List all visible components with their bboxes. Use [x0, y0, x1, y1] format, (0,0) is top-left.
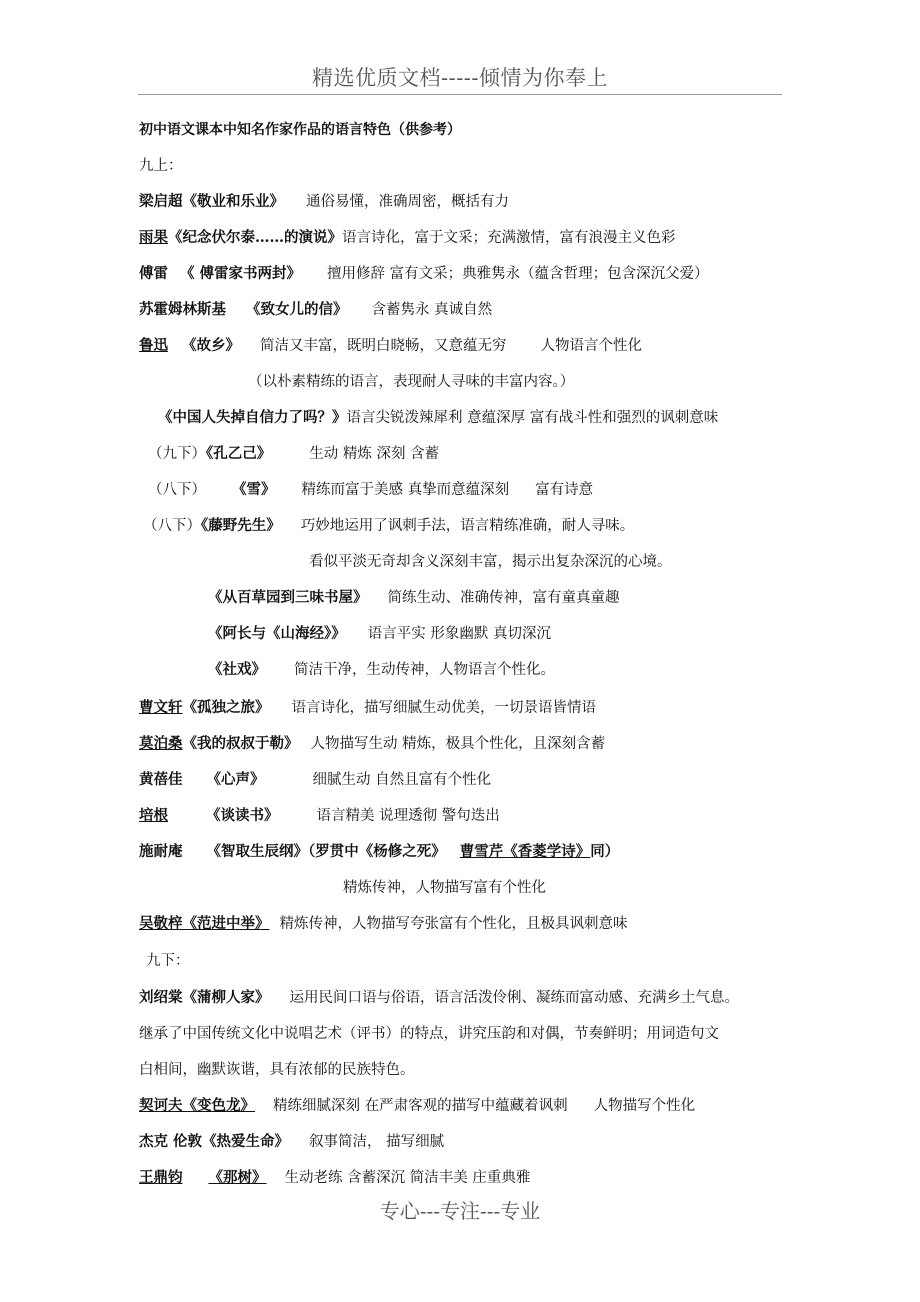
description: 生动 精炼 深刻 含蓄 — [309, 446, 440, 462]
entry-line — [139, 1096, 695, 1116]
entry-line — [139, 806, 500, 826]
work-title: 《我的叔叔于勒》 — [182, 735, 299, 752]
entry-line: 精炼传神，人物描写富有个性化 — [343, 880, 546, 896]
entry-line — [139, 988, 739, 1008]
work-title: 《社戏》 — [208, 661, 266, 678]
entry-line: （以朴素精练的语言，表现耐人寻味的丰富内容。） — [248, 374, 575, 390]
entry-line — [139, 1132, 444, 1152]
author: 苏霍姆林斯基 — [139, 301, 226, 318]
description: 擅用修辞 富有文采；典雅隽永（蕴含哲理；包含深沉父爱） — [327, 266, 709, 282]
entry-line: 继承了中国传统文化中说唱艺术（评书）的特点，讲究压韵和对偶，节奏鲜明；用词造句文 — [139, 1026, 719, 1042]
entry-line — [208, 588, 620, 608]
author: 曹文轩 — [139, 699, 183, 716]
entry-line — [139, 914, 628, 934]
entry-line — [139, 192, 509, 212]
description-extra: 人物描写个性化 — [593, 1098, 696, 1114]
work-title: 《孔乙己》 — [206, 445, 272, 462]
grade-label: （八下） — [143, 518, 201, 534]
work-title: 《从百草园到三味书屋》 — [208, 589, 368, 606]
description: 语言精美 说理透彻 警句迭出 — [316, 808, 500, 824]
work-title: 《敬业和乐业》 — [182, 193, 284, 210]
work-title: 《智取生辰纲》（罗贯中《杨修之死》 — [206, 843, 446, 860]
description: 精练细腻深刻 在严肃客观的描写中蕴藏着讽刺 — [273, 1098, 568, 1114]
grade-label: （九下） — [148, 446, 206, 462]
work-title-tail: 同） — [590, 843, 620, 860]
work-title: 《变色龙》 — [182, 1097, 255, 1114]
description: 简洁又丰富，既明白晓畅，又意蕴无穷 — [260, 338, 507, 354]
author: 傅雷 — [139, 265, 168, 282]
entry-line — [139, 228, 676, 248]
author: 施耐庵 — [139, 843, 183, 860]
work-title: 《中国人失掉自信力了吗？》 — [158, 409, 347, 426]
author: 吴敬梓 — [139, 915, 183, 932]
work-title-extra: 曹雪芹《香菱学诗》 — [459, 843, 591, 860]
page-footer: 专心---专注---专业 — [379, 1199, 541, 1223]
entry-line — [148, 480, 593, 500]
work-title: 《范进中举》 — [182, 915, 270, 932]
work-title: 《阿长与《山海经》》 — [208, 625, 346, 642]
author: 莫泊桑 — [139, 735, 183, 752]
entry-line — [158, 408, 718, 428]
author: 契诃夫 — [139, 1097, 183, 1114]
grade-label: （八下） — [148, 482, 206, 498]
work-title: 《 傅雷家书两封》 — [180, 265, 302, 282]
description: 叙事简洁， 描写细腻 — [309, 1134, 445, 1150]
description: 细腻生动 自然且富有个性化 — [312, 772, 492, 788]
document-title: 初中语文课本中知名作家作品的语言特色（供参考） — [139, 122, 461, 138]
work-title: 《谈读书》 — [206, 807, 279, 824]
work-title: 《热爱生命》 — [202, 1133, 290, 1150]
author: 刘绍棠 — [139, 989, 183, 1006]
author: 王鼎钧 — [139, 1169, 183, 1186]
entry-line — [208, 624, 551, 644]
section-heading-up: 九上： — [139, 158, 183, 174]
description: 语言诗化，描写细腻生动优美，一切景语皆情语 — [291, 700, 596, 716]
entry-line — [139, 336, 642, 356]
work-title: 《故乡》 — [182, 337, 240, 354]
work-title: 《致女儿的信》 — [246, 301, 348, 318]
work-title: 《藤野先生》 — [201, 517, 281, 534]
entry-line: 看似平淡无奇却含义深刻丰富，揭示出复杂深沉的心境。 — [309, 554, 672, 570]
author: 梁启超 — [139, 193, 183, 210]
description: 通俗易懂，准确周密，概括有力 — [306, 194, 509, 210]
entry-line — [148, 444, 439, 464]
entry-line — [139, 1168, 530, 1188]
entry-line — [139, 770, 491, 790]
description: 人物描写生动 精炼，极具个性化，且深刻含蓄 — [310, 736, 606, 752]
entry-line — [139, 264, 709, 284]
author: 培根 — [139, 807, 168, 824]
description: 语言尖锐泼辣犀利 意蕴深厚 富有战斗性和强烈的讽刺意味 — [346, 410, 719, 426]
author: 黄蓓佳 — [139, 771, 183, 788]
entry-line — [139, 734, 605, 754]
entry-line — [139, 300, 492, 320]
header-divider — [138, 94, 782, 95]
entry-line — [139, 698, 596, 718]
entry-line: 白相间，幽默诙谐，具有浓郁的民族特色。 — [139, 1062, 415, 1078]
entry-line — [208, 660, 555, 680]
description: 简洁干净，生动传神，人物语言个性化。 — [294, 662, 555, 678]
work-title: 《蒲柳人家》 — [182, 989, 270, 1006]
description-extra: 人物语言个性化 — [540, 338, 642, 354]
description: 简练生动、准确传神，富有童真童趣 — [387, 590, 620, 606]
entry-line — [139, 842, 619, 862]
work-title: 《孤独之旅》 — [182, 699, 270, 716]
description: 语言平实 形象幽默 真切深沉 — [367, 626, 551, 642]
author: 雨果 — [139, 229, 168, 246]
section-heading-down: 九下： — [146, 953, 190, 969]
entry-line — [143, 516, 634, 536]
work-title: 《那树》 — [208, 1169, 267, 1186]
author: 鲁迅 — [139, 337, 168, 354]
description-extra: 富有诗意 — [535, 482, 594, 498]
work-title: 《心声》 — [206, 771, 265, 788]
work-title: 《雪》 — [232, 481, 276, 498]
description: 运用民间口语与俗语，语言活泼伶俐、凝练而富动感、充满乡土气息。 — [289, 990, 739, 1006]
description: 生动老练 含蓄深沉 简洁丰美 庄重典雅 — [284, 1170, 531, 1186]
description: 含蓄隽永 真诚自然 — [371, 302, 493, 318]
description: 巧妙地运用了讽刺手法，语言精练准确，耐人寻味。 — [300, 518, 635, 534]
work-title: 《纪念伏尔泰……的演说》 — [168, 229, 342, 246]
description: 精练而富于美感 真挚而意蕴深刻 — [301, 482, 510, 498]
page-header: 精选优质文档-----倾情为你奉上 — [312, 66, 608, 90]
author: 杰克 伦敦 — [139, 1133, 203, 1150]
description: 语言诗化，富于文采；充满激情，富有浪漫主义色彩 — [342, 230, 676, 246]
description: 精炼传神，人物描写夸张富有个性化，且极具讽刺意味 — [279, 916, 628, 932]
